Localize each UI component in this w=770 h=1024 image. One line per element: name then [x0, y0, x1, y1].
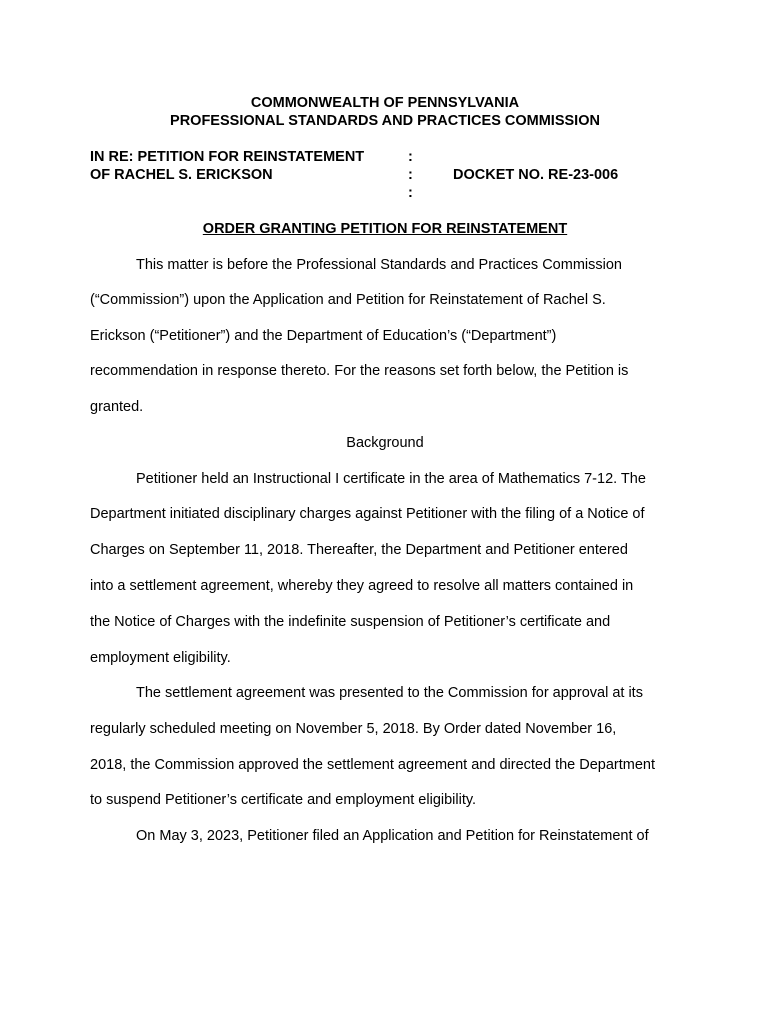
para1-line-6: employment eligibility.: [90, 650, 231, 666]
para1-line-5: the Notice of Charges with the indefinite suspension of Petitioner’s certificate and: [90, 614, 611, 630]
header-commission: PROFESSIONAL STANDARDS AND PRACTICES COMMISSION: [170, 113, 600, 129]
para3-line-1: On May 3, 2023, Petitioner filed an Application and Petition for Reinstatement of: [136, 828, 649, 844]
para1-line-2: Department initiated disciplinary charges against Petitioner with the filing of a Notice of: [90, 506, 645, 522]
para2-line-4: to suspend Petitioner’s certificate and employment eligibility.: [90, 792, 477, 808]
para1-line-4: into a settlement agreement, whereby they agreed to resolve all matters contained in: [90, 578, 634, 594]
intro-line-2: (“Commission”) upon the Application and Petition for Reinstatement of Rachel S.: [90, 292, 606, 308]
para1-line-1: Petitioner held an Instructional I certificate in the area of Mathematics 7-12. The: [136, 471, 646, 487]
caption-left-line1: IN RE: PETITION FOR REINSTATEMENT: [90, 149, 365, 165]
caption-colon-1: :: [408, 149, 413, 165]
para2-line-1: The settlement agreement was presented to the Commission for approval at its: [136, 685, 643, 701]
order-title-text: ORDER GRANTING PETITION FOR REINSTATEMENT: [202, 221, 568, 237]
para2-line-3: 2018, the Commission approved the settlement agreement and directed the Department: [90, 757, 656, 773]
docket-number: DOCKET NO. RE-23-006: [453, 167, 619, 183]
caption-left-line2: OF RACHEL S. ERICKSON: [90, 167, 273, 183]
intro-line-3: Erickson (“Petitioner”) and the Department of Education’s (“Department”): [90, 328, 557, 344]
intro-line-5: granted.: [90, 399, 144, 415]
para2-line-2: regularly scheduled meeting on November 5, 2018. By Order dated November 16,: [90, 721, 617, 737]
intro-line-1: This matter is before the Professional Standards and Practices Commission: [136, 257, 622, 273]
header-commonwealth: COMMONWEALTH OF PENNSYLVANIA: [250, 95, 520, 111]
caption-colon-2: :: [408, 167, 413, 183]
background-heading: Background: [346, 435, 424, 451]
intro-line-4: recommendation in response thereto. For the reasons set forth below, the Petition is: [90, 363, 629, 379]
para1-line-3: Charges on September 11, 2018. Thereafter, the Department and Petitioner entered: [90, 542, 628, 558]
caption-colon-3: :: [408, 185, 413, 201]
order-title: [0, 220, 770, 238]
